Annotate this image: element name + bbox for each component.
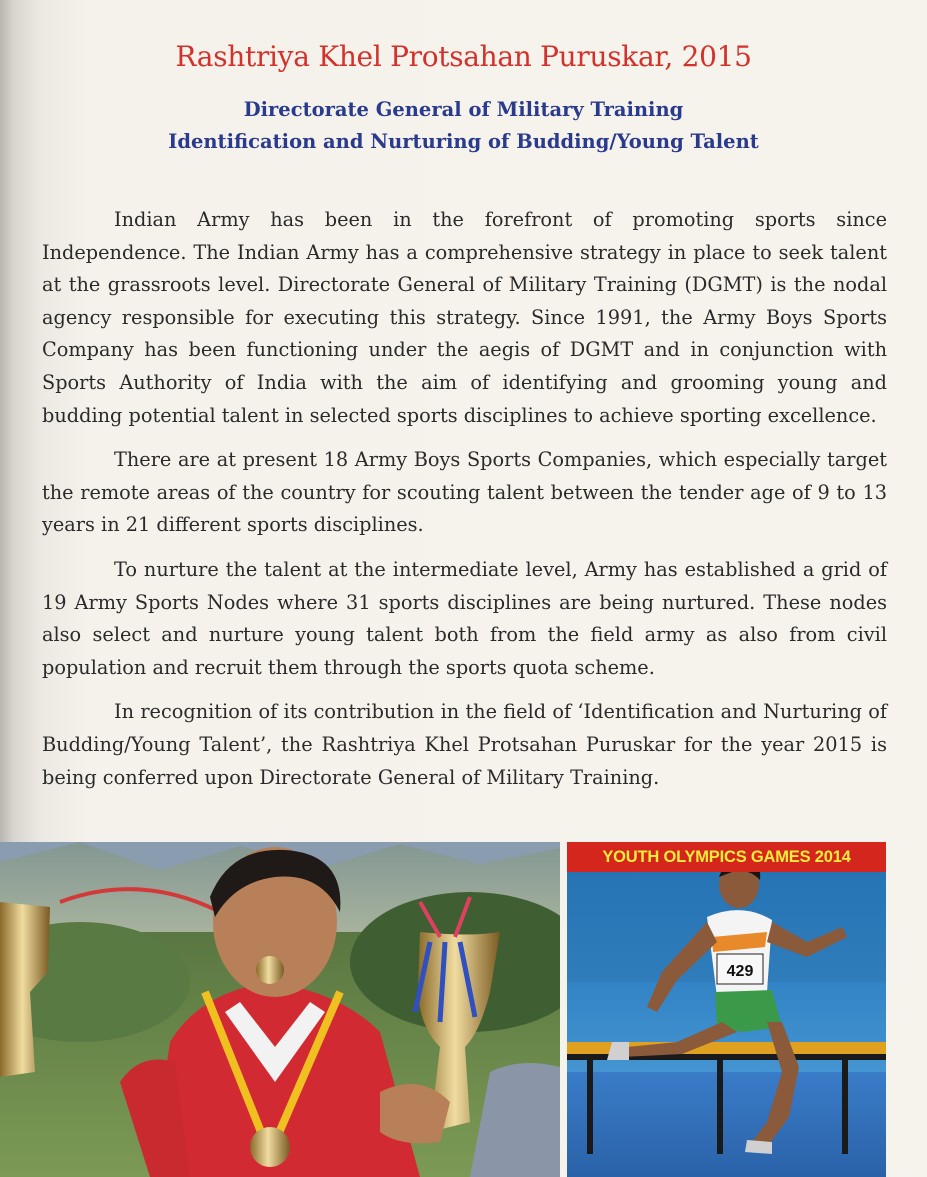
subtitle-line-1: Directorate General of Military Training — [243, 98, 684, 121]
athlete-trophy-illustration — [0, 842, 560, 1177]
paragraph-4: In recognition of its contribution in the field of ‘Identification and Nurturing of Budding/Young Talent’, the Rashtriya Khel Protsahan Puruskar for the year 2015 is being conferred upon Directorate General of Military Training. — [42, 700, 887, 789]
paragraph-2: There are at present 18 Army Boys Sports Companies, which especially target the remote areas of the country for scouting talent between the tender age of 9 to 13 years in 21 different sports disciplines. — [42, 448, 887, 537]
page-margin-right — [886, 842, 927, 1177]
hurdler-illustration — [567, 842, 886, 1177]
bib-number: 429 — [726, 963, 754, 980]
youth-olympics-banner: YOUTH OLYMPICS GAMES 2014 — [567, 842, 886, 872]
photo-athlete-with-trophy — [0, 842, 560, 1177]
photo-hurdler — [567, 842, 886, 1177]
paragraph-3: To nurture the talent at the intermediate level, Army has established a grid of 19 Army Sports Nodes where 31 sports disciplines are being nurtured. These nodes also select and nurture young talent both from the field army as also from civil population and recruit them through the sports quota scheme. — [42, 557, 887, 679]
body-text — [42, 204, 887, 806]
paragraph-1: Indian Army has been in the forefront of promoting sports since Independence. The Indian Army has a comprehensive strategy in place to seek talent at the grassroots level. Directorate General of Military Training (DGMT) is the nodal agency responsible for executing this strategy. Since 1991, the Army Boys Sports Company has been functioning under the aegis of DGMT and in conjunction with Sports Authority of India with the aim of identifying and grooming young and budding potential talent in selected sports disciplines to achieve sporting excellence. — [42, 208, 887, 427]
page-title: Rashtriya Khel Protsahan Puruskar, 2015 — [175, 40, 752, 73]
subtitle-line-2: Identification and Nurturing of Budding/Young Talent — [168, 130, 759, 153]
